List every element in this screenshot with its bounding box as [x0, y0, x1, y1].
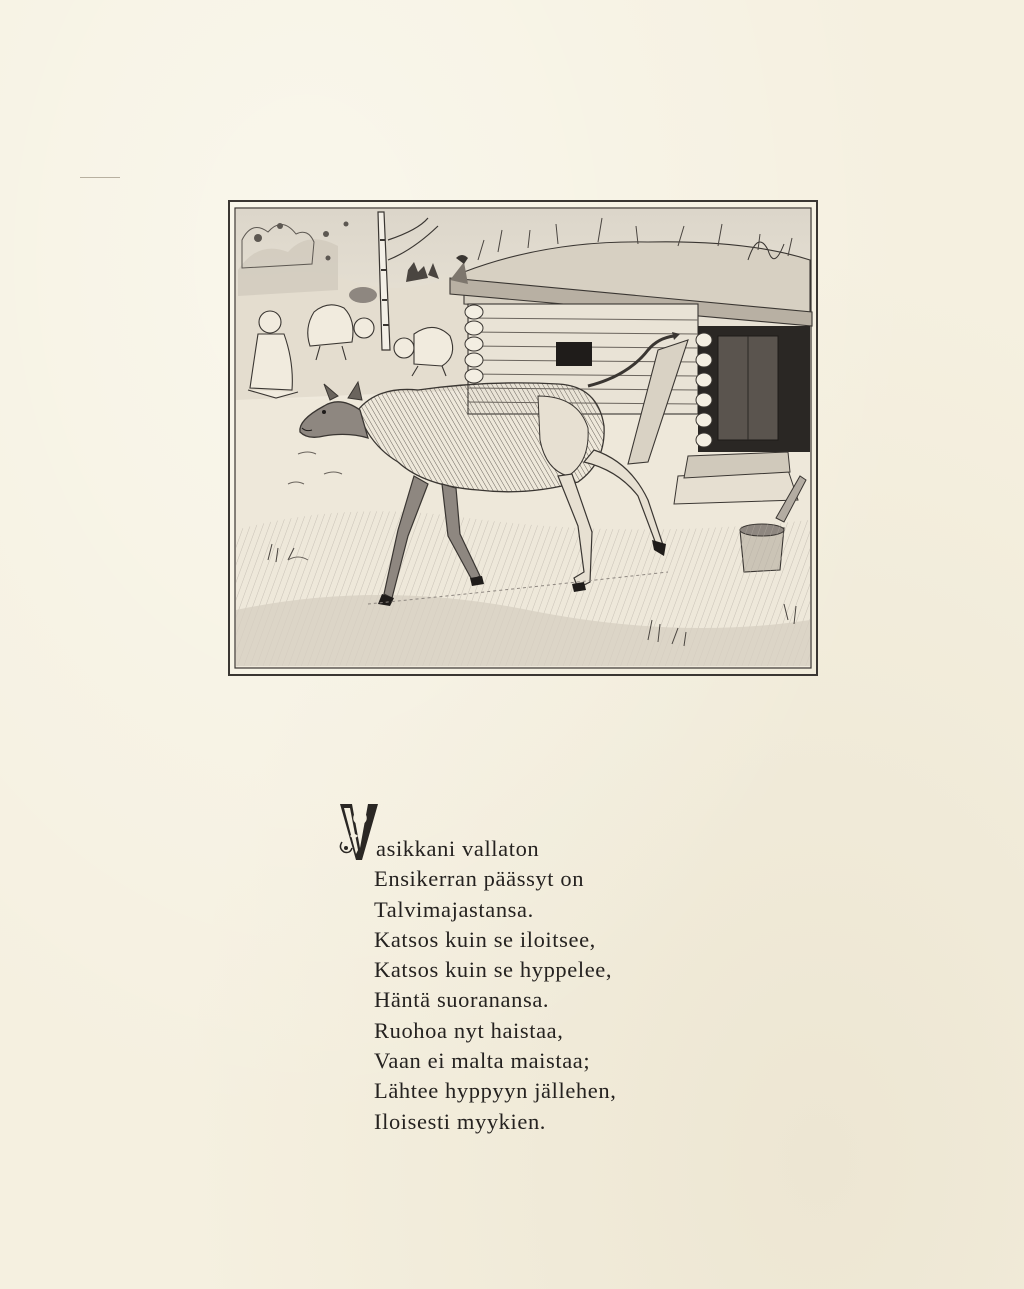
print-mark [80, 177, 120, 178]
poem-line-5: Katsos kuin se hyppelee, [374, 957, 613, 983]
poem-line-6: Häntä suoranansa. [374, 987, 550, 1013]
poem-line-8: Vaan ei malta maistaa; [374, 1048, 591, 1074]
poem-line-9: Lähtee hyppyyn jällehen, [374, 1078, 617, 1104]
poem-line-4: Katsos kuin se iloitsee, [374, 926, 596, 952]
poem-line-10: Iloisesti myykien. [374, 1108, 547, 1134]
poem-line-3: Talvimajastansa. [374, 896, 534, 922]
poem-line-1: asikkani vallaton [376, 836, 540, 861]
poem-line-2: Ensikerran päässyt on [374, 866, 585, 892]
poem-lines [374, 834, 754, 1137]
calf-illustration [228, 200, 818, 676]
poem-line-7: Ruohoa nyt haistaa, [374, 1017, 564, 1043]
